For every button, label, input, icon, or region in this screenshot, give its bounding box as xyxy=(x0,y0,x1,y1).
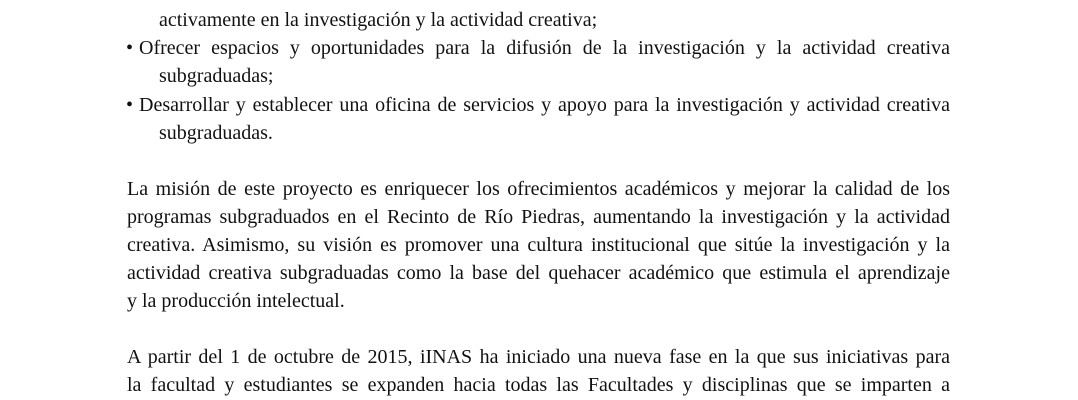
list-item xyxy=(126,36,950,60)
bullet-text: Ofrecer espacios y oportunidades para la difusión de la investigación y la actividad creativa xyxy=(139,37,950,59)
bullet-symbol: • xyxy=(126,37,134,59)
paragraph-line: actividad creativa subgraduadas como la base del quehacer académico que estimula el aprendizaje xyxy=(127,262,950,284)
paragraph-line: La misión de este proyecto es enriquecer los ofrecimientos académicos y mejorar la calidad de los xyxy=(127,178,950,200)
bullet-continuation: subgraduadas. xyxy=(159,122,273,144)
paragraph-line: y la producción intelectual. xyxy=(127,290,345,312)
paragraph-line: creativa. Asimismo, su visión es promover una cultura institucional que sitúe la investigación y la xyxy=(127,234,950,256)
bullet-text: Desarrollar y establecer una oficina de servicios y apoyo para la investigación y actividad creativa xyxy=(139,94,950,116)
paragraph-line: programas subgraduados en el Recinto de Río Piedras, aumentando la investigación y la actividad xyxy=(127,206,950,228)
list-item xyxy=(126,93,950,117)
bullet-continuation: activamente en la investigación y la actividad creativa; xyxy=(159,9,598,31)
paragraph-line: A partir del 1 de octubre de 2015, iINAS ha iniciado una nueva fase en la que sus iniciativas para xyxy=(127,346,950,368)
paragraph-line: la facultad y estudiantes se expanden hacia todas las Facultades y disciplinas que se imparten a xyxy=(127,374,950,396)
bullet-continuation: subgraduadas; xyxy=(159,65,274,87)
bullet-symbol: • xyxy=(126,94,134,116)
